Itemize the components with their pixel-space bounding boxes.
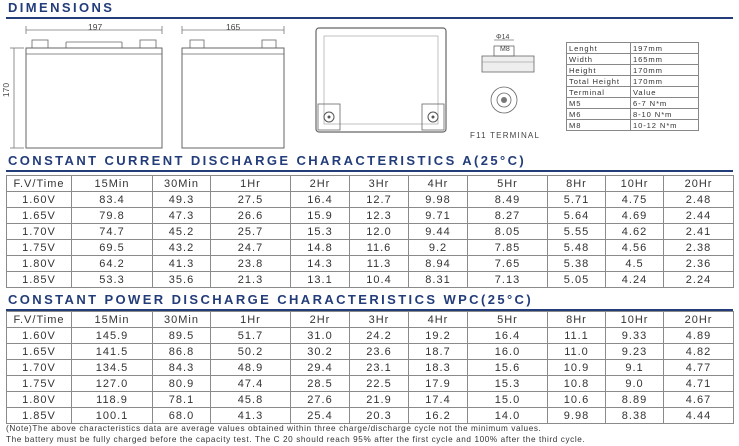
value-cell: 22.5	[350, 376, 409, 392]
spec-label: Terminal	[567, 87, 631, 98]
value-cell: 10.4	[350, 272, 409, 288]
value-cell: 7.13	[468, 272, 548, 288]
value-cell: 8.94	[409, 256, 468, 272]
spec-label: Lenght	[567, 43, 631, 54]
table-row	[7, 240, 734, 256]
value-cell: 14.3	[291, 256, 350, 272]
spec-row	[567, 54, 699, 65]
value-cell: 69.5	[72, 240, 153, 256]
value-cell: 134.5	[72, 360, 153, 376]
column-header: 3Hr	[350, 312, 409, 328]
value-cell: 83.4	[72, 192, 153, 208]
value-cell: 27.5	[211, 192, 291, 208]
value-cell: 9.0	[606, 376, 664, 392]
table-row	[7, 408, 734, 424]
value-cell: 2.48	[664, 192, 734, 208]
value-cell: 8.31	[409, 272, 468, 288]
value-cell: 35.6	[153, 272, 211, 288]
table-row	[7, 256, 734, 272]
terminal-thread-label: M8	[500, 46, 510, 53]
front-view-drawing	[8, 18, 178, 153]
value-cell: 10.9	[548, 360, 606, 376]
value-cell: 2.44	[664, 208, 734, 224]
value-cell: 9.44	[409, 224, 468, 240]
table-row	[7, 208, 734, 224]
column-header: 4Hr	[409, 312, 468, 328]
value-cell: 21.3	[211, 272, 291, 288]
spec-label: M5	[567, 98, 631, 109]
table-row	[7, 192, 734, 208]
voltage-cell: 1.80V	[7, 256, 72, 272]
value-cell: 17.9	[409, 376, 468, 392]
value-cell: 4.56	[606, 240, 664, 256]
value-cell: 50.2	[211, 344, 291, 360]
value-cell: 2.41	[664, 224, 734, 240]
value-cell: 7.85	[468, 240, 548, 256]
column-header: 5Hr	[468, 312, 548, 328]
column-header: 4Hr	[409, 176, 468, 192]
value-cell: 10.6	[548, 392, 606, 408]
value-cell: 4.82	[664, 344, 734, 360]
note-line-1: (Note)The above characteristics data are average values obtained within three charge/discharge cycle not the minimum values.	[6, 424, 542, 433]
spec-row	[567, 120, 699, 131]
value-cell: 9.33	[606, 328, 664, 344]
value-cell: 15.0	[468, 392, 548, 408]
note-line-2: The battery must be fully charged before the capacity test. The C 20 should reach 95% after the first cycle and 100% after the third cycle.	[6, 435, 586, 444]
voltage-cell: 1.60V	[7, 192, 72, 208]
value-cell: 23.1	[350, 360, 409, 376]
value-cell: 31.0	[291, 328, 350, 344]
spec-row	[567, 65, 699, 76]
power-table-header-row	[7, 312, 734, 328]
value-cell: 4.75	[606, 192, 664, 208]
spec-label: Total Height	[567, 76, 631, 87]
value-cell: 11.0	[548, 344, 606, 360]
value-cell: 24.2	[350, 328, 409, 344]
value-cell: 5.71	[548, 192, 606, 208]
value-cell: 24.7	[211, 240, 291, 256]
value-cell: 74.7	[72, 224, 153, 240]
column-header: 15Min	[72, 312, 153, 328]
value-cell: 5.48	[548, 240, 606, 256]
column-header: F.V/Time	[7, 176, 72, 192]
value-cell: 7.65	[468, 256, 548, 272]
spec-table-body	[567, 43, 699, 131]
column-header: 10Hr	[606, 176, 664, 192]
power-table-title: CONSTANT POWER DISCHARGE CHARACTERISTICS WPC(25°C)	[8, 292, 534, 307]
column-header: 2Hr	[291, 312, 350, 328]
value-cell: 43.2	[153, 240, 211, 256]
column-header: 20Hr	[664, 176, 734, 192]
depth-dimension-label: 165	[226, 22, 241, 32]
value-cell: 141.5	[72, 344, 153, 360]
column-header: 5Hr	[468, 176, 548, 192]
value-cell: 19.2	[409, 328, 468, 344]
dimensions-title: DIMENSIONS	[8, 0, 115, 15]
value-cell: 41.3	[153, 256, 211, 272]
value-cell: 16.2	[409, 408, 468, 424]
value-cell: 23.6	[350, 344, 409, 360]
value-cell: 47.4	[211, 376, 291, 392]
value-cell: 118.9	[72, 392, 153, 408]
value-cell: 80.9	[153, 376, 211, 392]
value-cell: 8.27	[468, 208, 548, 224]
side-view-drawing	[180, 18, 290, 153]
value-cell: 29.4	[291, 360, 350, 376]
value-cell: 12.3	[350, 208, 409, 224]
value-cell: 5.55	[548, 224, 606, 240]
value-cell: 21.9	[350, 392, 409, 408]
value-cell: 8.89	[606, 392, 664, 408]
value-cell: 15.3	[291, 224, 350, 240]
value-cell: 9.71	[409, 208, 468, 224]
voltage-cell: 1.80V	[7, 392, 72, 408]
value-cell: 16.0	[468, 344, 548, 360]
spec-row	[567, 43, 699, 54]
value-cell: 8.38	[606, 408, 664, 424]
value-cell: 2.38	[664, 240, 734, 256]
value-cell: 23.8	[211, 256, 291, 272]
column-header: 2Hr	[291, 176, 350, 192]
value-cell: 12.0	[350, 224, 409, 240]
value-cell: 5.64	[548, 208, 606, 224]
value-cell: 18.3	[409, 360, 468, 376]
value-cell: 11.3	[350, 256, 409, 272]
value-cell: 49.3	[153, 192, 211, 208]
current-table-body	[7, 192, 734, 288]
value-cell: 15.9	[291, 208, 350, 224]
spec-row	[567, 76, 699, 87]
value-cell: 4.77	[664, 360, 734, 376]
value-cell: 2.24	[664, 272, 734, 288]
terminal-caption: F11 TERMINAL	[470, 131, 541, 140]
spec-value: 170mm	[631, 65, 699, 76]
value-cell: 17.4	[409, 392, 468, 408]
spec-label: Height	[567, 65, 631, 76]
spec-label: M8	[567, 120, 631, 131]
value-cell: 145.9	[72, 328, 153, 344]
column-header: 1Hr	[211, 176, 291, 192]
current-table-rule	[6, 170, 733, 172]
value-cell: 15.3	[468, 376, 548, 392]
value-cell: 11.1	[548, 328, 606, 344]
spec-label: M6	[567, 109, 631, 120]
value-cell: 27.6	[291, 392, 350, 408]
value-cell: 4.89	[664, 328, 734, 344]
spec-value: 6-7 N*m	[631, 98, 699, 109]
value-cell: 51.7	[211, 328, 291, 344]
column-header: 20Hr	[664, 312, 734, 328]
value-cell: 4.44	[664, 408, 734, 424]
table-row	[7, 376, 734, 392]
voltage-cell: 1.60V	[7, 328, 72, 344]
height-dimension-label: 170	[1, 82, 12, 98]
value-cell: 9.98	[548, 408, 606, 424]
column-header: 30Min	[153, 176, 211, 192]
table-row	[7, 360, 734, 376]
spec-table	[566, 42, 699, 131]
value-cell: 45.2	[153, 224, 211, 240]
value-cell: 25.4	[291, 408, 350, 424]
value-cell: 9.2	[409, 240, 468, 256]
value-cell: 4.24	[606, 272, 664, 288]
value-cell: 89.5	[153, 328, 211, 344]
value-cell: 127.0	[72, 376, 153, 392]
value-cell: 4.67	[664, 392, 734, 408]
terminal-drawing	[476, 34, 546, 132]
value-cell: 14.8	[291, 240, 350, 256]
width-dimension-label: 197	[88, 22, 103, 32]
value-cell: 2.36	[664, 256, 734, 272]
column-header: F.V/Time	[7, 312, 72, 328]
spec-value: 165mm	[631, 54, 699, 65]
voltage-cell: 1.75V	[7, 376, 72, 392]
column-header: 10Hr	[606, 312, 664, 328]
value-cell: 45.8	[211, 392, 291, 408]
value-cell: 8.49	[468, 192, 548, 208]
table-row	[7, 344, 734, 360]
top-view-drawing	[312, 24, 452, 136]
voltage-cell: 1.75V	[7, 240, 72, 256]
value-cell: 11.6	[350, 240, 409, 256]
spec-label: Width	[567, 54, 631, 65]
value-cell: 14.0	[468, 408, 548, 424]
spec-row	[567, 87, 699, 98]
table-row	[7, 392, 734, 408]
voltage-cell: 1.65V	[7, 344, 72, 360]
value-cell: 64.2	[72, 256, 153, 272]
value-cell: 28.5	[291, 376, 350, 392]
value-cell: 10.8	[548, 376, 606, 392]
column-header: 30Min	[153, 312, 211, 328]
value-cell: 4.5	[606, 256, 664, 272]
table-row	[7, 224, 734, 240]
value-cell: 8.05	[468, 224, 548, 240]
voltage-cell: 1.70V	[7, 360, 72, 376]
value-cell: 12.7	[350, 192, 409, 208]
value-cell: 78.1	[153, 392, 211, 408]
value-cell: 9.98	[409, 192, 468, 208]
spec-value: Value	[631, 87, 699, 98]
value-cell: 5.38	[548, 256, 606, 272]
value-cell: 86.8	[153, 344, 211, 360]
table-row	[7, 272, 734, 288]
spec-value: 10-12 N*m	[631, 120, 699, 131]
value-cell: 13.1	[291, 272, 350, 288]
column-header: 8Hr	[548, 176, 606, 192]
column-header: 1Hr	[211, 312, 291, 328]
value-cell: 9.1	[606, 360, 664, 376]
spec-value: 197mm	[631, 43, 699, 54]
power-table-body	[7, 328, 734, 424]
terminal-diameter-label: Φ14	[496, 34, 510, 41]
value-cell: 53.3	[72, 272, 153, 288]
value-cell: 41.3	[211, 408, 291, 424]
value-cell: 25.7	[211, 224, 291, 240]
current-discharge-table	[6, 175, 734, 288]
value-cell: 16.4	[291, 192, 350, 208]
spec-row	[567, 98, 699, 109]
value-cell: 30.2	[291, 344, 350, 360]
value-cell: 16.4	[468, 328, 548, 344]
value-cell: 5.05	[548, 272, 606, 288]
current-table-header-row	[7, 176, 734, 192]
value-cell: 15.6	[468, 360, 548, 376]
value-cell: 4.71	[664, 376, 734, 392]
column-header: 15Min	[72, 176, 153, 192]
value-cell: 20.3	[350, 408, 409, 424]
value-cell: 84.3	[153, 360, 211, 376]
table-row	[7, 328, 734, 344]
value-cell: 18.7	[409, 344, 468, 360]
value-cell: 79.8	[72, 208, 153, 224]
voltage-cell: 1.70V	[7, 224, 72, 240]
value-cell: 68.0	[153, 408, 211, 424]
voltage-cell: 1.65V	[7, 208, 72, 224]
power-discharge-table	[6, 311, 734, 424]
spec-value: 8-10 N*m	[631, 109, 699, 120]
column-header: 3Hr	[350, 176, 409, 192]
value-cell: 9.23	[606, 344, 664, 360]
value-cell: 26.6	[211, 208, 291, 224]
voltage-cell: 1.85V	[7, 272, 72, 288]
spec-value: 170mm	[631, 76, 699, 87]
value-cell: 100.1	[72, 408, 153, 424]
voltage-cell: 1.85V	[7, 408, 72, 424]
current-table-title: CONSTANT CURRENT DISCHARGE CHARACTERISTICS A(25°C)	[8, 153, 527, 168]
value-cell: 4.69	[606, 208, 664, 224]
spec-row	[567, 109, 699, 120]
value-cell: 4.62	[606, 224, 664, 240]
column-header: 8Hr	[548, 312, 606, 328]
value-cell: 47.3	[153, 208, 211, 224]
value-cell: 48.9	[211, 360, 291, 376]
